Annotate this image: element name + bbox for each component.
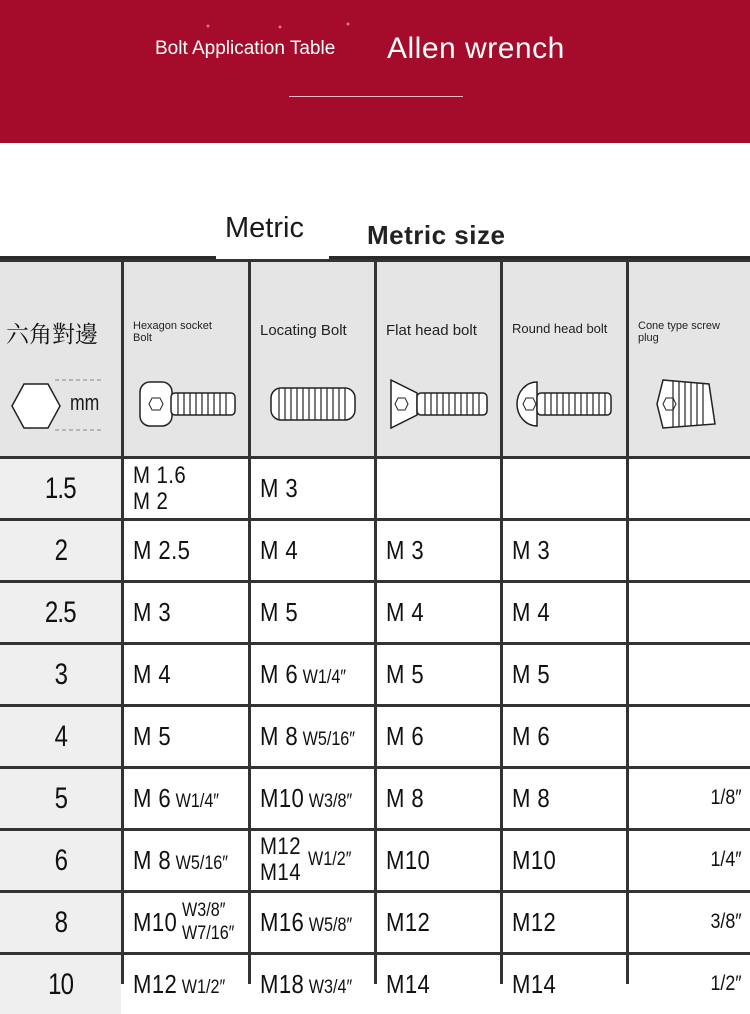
hex-socket-cell bbox=[124, 521, 248, 580]
cone-cell bbox=[629, 769, 750, 828]
hex-size-value: 5 bbox=[54, 781, 67, 815]
round-head-bolt-icon bbox=[503, 376, 626, 432]
flat-head-cell bbox=[377, 769, 500, 828]
round-head-cell bbox=[503, 955, 626, 1014]
round-head-cell bbox=[503, 459, 626, 518]
locating-cell bbox=[251, 893, 374, 952]
locating-value: M 4 bbox=[260, 535, 299, 565]
locating-cell bbox=[251, 521, 374, 580]
round-head-cell bbox=[503, 583, 626, 642]
round-head-value: M14 bbox=[512, 969, 557, 999]
locating-inch: W3/4″ bbox=[304, 977, 353, 998]
cone-cell bbox=[629, 583, 750, 642]
header-banner bbox=[0, 0, 750, 143]
hex-size-value: 3 bbox=[54, 657, 67, 691]
flat-head-value: M 5 bbox=[386, 659, 425, 689]
unit-label: mm bbox=[70, 390, 100, 415]
banner-rule bbox=[289, 96, 463, 97]
tab-metric-label: Metric bbox=[225, 212, 304, 244]
header-round-head bbox=[503, 262, 626, 456]
locating-value: M10 W3/8″ bbox=[260, 783, 353, 813]
flat-head-bolt-icon bbox=[377, 376, 500, 432]
flat-head-cell bbox=[377, 521, 500, 580]
flat-head-value: M10 bbox=[386, 845, 431, 875]
hex-socket-inch-1: W3/8″ bbox=[182, 900, 226, 921]
hex-socket-value: M10 bbox=[133, 907, 178, 937]
cone-cell bbox=[629, 707, 750, 766]
row-key-cell bbox=[0, 893, 121, 952]
flat-head-value: M 4 bbox=[386, 597, 425, 627]
tab-metric[interactable] bbox=[216, 200, 329, 262]
hex-socket-inch: W1/2″ bbox=[177, 977, 226, 998]
header-cone-label: Cone type screw plug bbox=[638, 320, 720, 344]
hex-socket-inch: W1/4″ bbox=[171, 791, 220, 812]
flat-head-cell bbox=[377, 645, 500, 704]
round-head-cell bbox=[503, 893, 626, 952]
hex-socket-inch-stack bbox=[182, 899, 234, 945]
header-locating bbox=[251, 262, 374, 456]
locating-inch: W5/8″ bbox=[304, 915, 353, 936]
section-heading: Metric size bbox=[367, 220, 506, 250]
round-head-cell bbox=[503, 521, 626, 580]
hex-socket-cell bbox=[124, 893, 248, 952]
header-flat-head bbox=[377, 262, 500, 456]
row-key-cell bbox=[0, 583, 121, 642]
hex-socket-bolt-icon bbox=[124, 376, 248, 432]
header-hex-socket bbox=[124, 262, 248, 456]
round-head-value: M 4 bbox=[512, 597, 551, 627]
flat-head-cell bbox=[377, 583, 500, 642]
cone-cell bbox=[629, 459, 750, 518]
locating-cell bbox=[251, 459, 374, 518]
hex-socket-value: M 3 bbox=[133, 597, 172, 627]
hex-socket-value: M12 W1/2″ bbox=[133, 969, 226, 999]
locating-inch: W5/16″ bbox=[298, 729, 356, 750]
round-head-cell bbox=[503, 707, 626, 766]
bolt-table bbox=[0, 259, 750, 1001]
locating-value: M 8 W5/16″ bbox=[260, 721, 356, 751]
hex-socket-inch: W5/16″ bbox=[171, 853, 229, 874]
locating-value: M 6 W1/4″ bbox=[260, 659, 347, 689]
hex-size-value: 4 bbox=[54, 719, 67, 753]
locating-value: M 3 bbox=[260, 473, 299, 503]
hex-socket-value-2: M 2 bbox=[133, 488, 169, 515]
round-head-value: M 5 bbox=[512, 659, 551, 689]
flat-head-value: M12 bbox=[386, 907, 431, 937]
cone-value: 1/4″ bbox=[710, 848, 742, 871]
round-head-value: M10 bbox=[512, 845, 557, 875]
locating-value-2: M14 bbox=[260, 859, 301, 886]
row-key-cell bbox=[0, 831, 121, 890]
cone-value: 3/8″ bbox=[710, 910, 742, 933]
header-key bbox=[0, 262, 121, 456]
round-head-value: M12 bbox=[512, 907, 557, 937]
banner-title: Allen wrench bbox=[387, 32, 565, 65]
round-head-value: M 3 bbox=[512, 535, 551, 565]
hex-socket-cell bbox=[124, 769, 248, 828]
cone-cell bbox=[629, 521, 750, 580]
header-cone bbox=[629, 262, 750, 456]
row-key-cell bbox=[0, 769, 121, 828]
locating-value: M 5 bbox=[260, 597, 299, 627]
hex-size-value: 8 bbox=[54, 905, 67, 939]
cone-value: 1/2″ bbox=[710, 972, 742, 995]
flat-head-cell bbox=[377, 831, 500, 890]
flat-head-cell bbox=[377, 459, 500, 518]
hex-socket-cell bbox=[124, 583, 248, 642]
locating-value-1: M12 bbox=[260, 833, 301, 860]
round-head-value: M 6 bbox=[512, 721, 551, 751]
hex-socket-value: M 4 bbox=[133, 659, 172, 689]
locating-cell bbox=[251, 707, 374, 766]
hex-size-value: 10 bbox=[47, 967, 74, 1001]
hex-socket-value: M 8 W5/16″ bbox=[133, 845, 229, 875]
round-head-cell bbox=[503, 645, 626, 704]
round-head-cell bbox=[503, 769, 626, 828]
hex-socket-inch-2: W7/16″ bbox=[182, 923, 235, 944]
locating-inch: W1/4″ bbox=[298, 667, 347, 688]
hex-socket-cell bbox=[124, 707, 248, 766]
flat-head-value: M 6 bbox=[386, 721, 425, 751]
flat-head-value: M 3 bbox=[386, 535, 425, 565]
flat-head-cell bbox=[377, 707, 500, 766]
row-key-cell bbox=[0, 955, 121, 1014]
row-key-cell bbox=[0, 707, 121, 766]
hexagon-icon bbox=[10, 378, 120, 434]
round-head-cell bbox=[503, 831, 626, 890]
hex-socket-value-1: M 1.6 bbox=[133, 462, 187, 489]
cone-value: 1/8″ bbox=[710, 786, 742, 809]
hex-socket-value: M 6 W1/4″ bbox=[133, 783, 220, 813]
row-key-cell bbox=[0, 459, 121, 518]
hex-size-value: 1.5 bbox=[45, 471, 76, 505]
flat-head-value: M 8 bbox=[386, 783, 425, 813]
header-key-label: 六角對邊 bbox=[6, 321, 98, 347]
row-key-cell bbox=[0, 521, 121, 580]
locating-inch: W3/8″ bbox=[304, 791, 353, 812]
locating-value: M18 W3/4″ bbox=[260, 969, 353, 999]
cone-cell bbox=[629, 893, 750, 952]
hex-size-value: 2.5 bbox=[45, 595, 76, 629]
flat-head-value: M14 bbox=[386, 969, 431, 999]
flat-head-cell bbox=[377, 955, 500, 1014]
hex-socket-cell bbox=[124, 831, 248, 890]
round-head-value: M 8 bbox=[512, 783, 551, 813]
cone-cell bbox=[629, 955, 750, 1014]
hex-socket-value: M 2.5 bbox=[133, 535, 191, 565]
locating-cell bbox=[251, 645, 374, 704]
locating-cell bbox=[251, 769, 374, 828]
cone-cell bbox=[629, 831, 750, 890]
locating-cell bbox=[251, 955, 374, 1014]
hex-size-value: 2 bbox=[54, 533, 67, 567]
cone-screw-plug-icon bbox=[629, 376, 750, 432]
banner-subtitle: Bolt Application Table bbox=[155, 38, 336, 59]
hex-socket-value: M 5 bbox=[133, 721, 172, 751]
header-locating-label: Locating Bolt bbox=[260, 322, 347, 339]
header-hex-socket-label: Hexagon socket Bolt bbox=[133, 320, 212, 344]
locating-bolt-icon bbox=[251, 376, 374, 432]
locating-value: M16 W5/8″ bbox=[260, 907, 353, 937]
header-flat-head-label: Flat head bolt bbox=[386, 322, 477, 339]
hex-size-value: 6 bbox=[54, 843, 67, 877]
flat-head-cell bbox=[377, 893, 500, 952]
locating-cell bbox=[251, 583, 374, 642]
hex-socket-cell bbox=[124, 955, 248, 1014]
banner-decoration bbox=[160, 0, 360, 30]
hex-socket-cell bbox=[124, 645, 248, 704]
hex-socket-cell bbox=[124, 459, 248, 518]
locating-inch: W1/2″ bbox=[308, 849, 352, 870]
locating-cell bbox=[251, 831, 374, 890]
cone-cell bbox=[629, 645, 750, 704]
header-round-head-label: Round head bolt bbox=[512, 321, 608, 336]
row-key-cell bbox=[0, 645, 121, 704]
